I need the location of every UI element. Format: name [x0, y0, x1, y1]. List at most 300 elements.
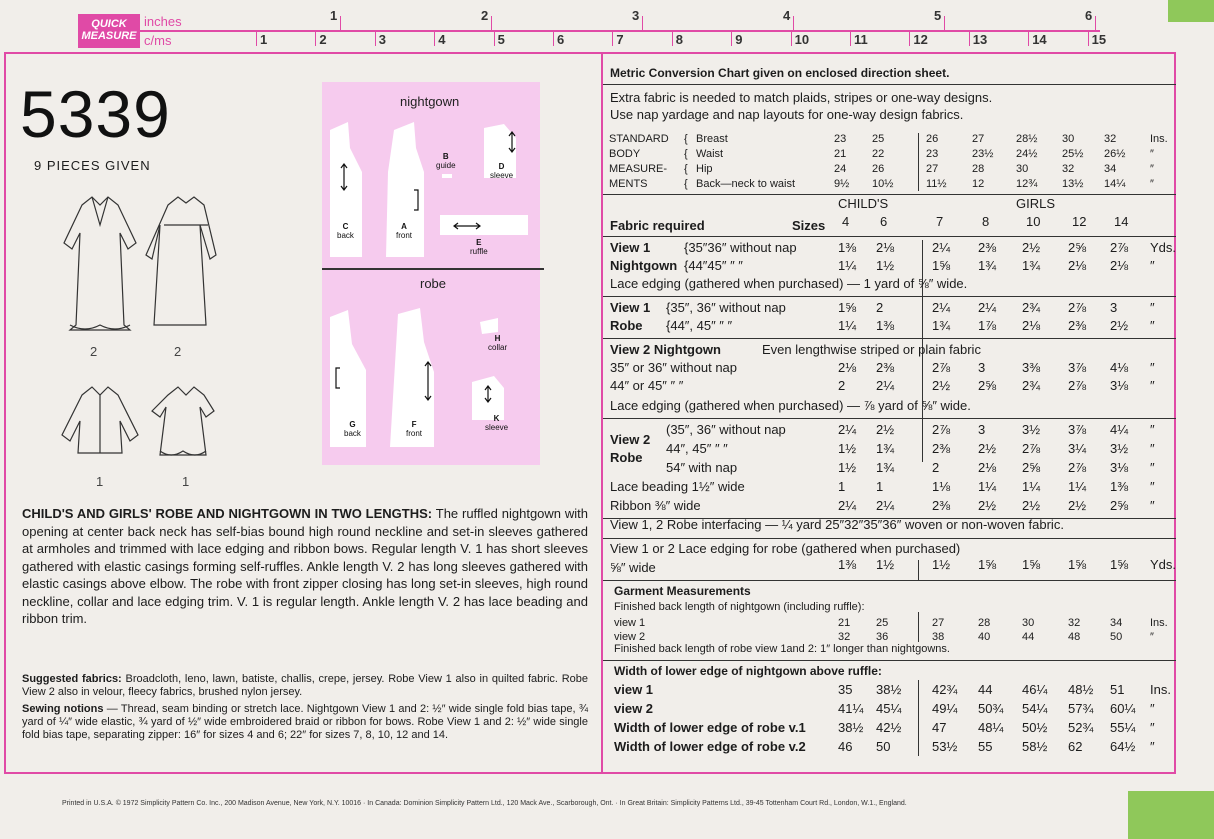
unit-label: ″	[1150, 178, 1154, 190]
measurement-value: 21	[834, 148, 847, 160]
column-divider	[601, 52, 603, 774]
width-row-label: view 2	[614, 701, 654, 716]
measurement-value: 23	[926, 148, 939, 160]
nap-note: Use nap yardage and nap layouts for one-way design fabrics.	[610, 107, 964, 122]
chart-value: 2⅞	[1068, 378, 1087, 393]
chart-value: 2⅞	[1068, 460, 1087, 475]
chart-value: 2½	[978, 441, 997, 456]
cm-tick-label: 7	[616, 32, 624, 47]
metric-note: Metric Conversion Chart given on enclosed direction sheet.	[610, 66, 950, 80]
chart-value: 1⅜	[1110, 479, 1129, 494]
cm-tick	[909, 30, 910, 46]
pieces-count: 9 PIECES GIVEN	[34, 158, 151, 173]
unit-label: Yds.	[1150, 240, 1177, 255]
chart-value: 48½	[1068, 682, 1094, 697]
chart-value: 2¼	[876, 378, 895, 393]
chart-rule	[603, 194, 1176, 195]
chart-value: 1¾	[1022, 258, 1041, 273]
chart-value: 1¾	[978, 258, 997, 273]
chart-value: 2½	[1022, 240, 1041, 255]
chart-value: 50	[1110, 631, 1123, 643]
unit-label: ″	[1150, 300, 1155, 315]
trim-row: Ribbon ⅜″ wide	[610, 498, 701, 513]
tape-bottom	[1128, 791, 1214, 839]
robe-layout-label: robe	[420, 276, 447, 291]
piece-h-label: H collar	[488, 334, 508, 352]
inch-tick	[642, 16, 643, 30]
chart-rule	[603, 580, 1176, 581]
chart-value: 32	[1068, 617, 1081, 629]
lace-edging-note: Lace edging (gathered when purchased) — ⅞ yard of ⅝″ wide.	[610, 398, 971, 413]
chart-value: 1¼	[838, 258, 857, 273]
cm-tick	[850, 30, 851, 46]
piece-k-label: K sleeve	[485, 414, 509, 432]
cm-tick-label: 11	[854, 32, 868, 47]
view-label: 1	[182, 474, 190, 489]
size-header: 7	[936, 214, 944, 229]
fabric-width: (35″, 36″ without nap	[666, 422, 786, 437]
chart-value: 51	[1110, 682, 1125, 697]
chart-value: 38	[932, 631, 945, 643]
measurement-value: 11½	[926, 178, 947, 190]
chart-value: 2⅛	[978, 460, 997, 475]
chart-value: 1⅝	[1110, 557, 1129, 572]
view-label: View 2 Nightgown	[610, 342, 721, 357]
chart-value: 27	[932, 617, 945, 629]
cm-tick-label: 4	[438, 32, 446, 47]
measurement-value: 26	[872, 163, 885, 175]
chart-value: 2⅜	[932, 498, 951, 513]
chart-value: 1¼	[1068, 479, 1087, 494]
cm-tick-label: 6	[557, 32, 565, 47]
measurement-value: 28½	[1016, 133, 1038, 145]
view-label: 1	[96, 474, 104, 489]
inch-tick	[944, 16, 945, 30]
chart-value: 1½	[932, 557, 951, 572]
unit-label: ″	[1150, 258, 1155, 273]
garment-view: view 2	[614, 631, 646, 643]
chart-value: 2⅜	[932, 441, 951, 456]
chart-value: 32	[838, 631, 851, 643]
chart-value: 64½	[1110, 739, 1136, 754]
piece-g-label: G back	[344, 420, 361, 438]
chart-value: 1⅝	[932, 258, 951, 273]
chart-value: 58½	[1022, 739, 1048, 754]
chart-value: 44	[1022, 631, 1035, 643]
chart-value: 2⅜	[876, 360, 895, 375]
fabric-required-label: Fabric required	[610, 218, 705, 233]
piece-c-label: C back	[337, 222, 354, 240]
chart-value: 1	[876, 479, 884, 494]
fabric-width: 54″ with nap	[666, 460, 738, 475]
inch-tick	[340, 16, 341, 30]
garment-view: view 1	[614, 617, 646, 629]
size-group-divider	[918, 560, 919, 580]
cm-tick-label: 9	[735, 32, 743, 47]
garment-measurements-title: Garment Measurements	[614, 584, 751, 598]
trim-row: Lace beading 1½″ wide	[610, 479, 745, 494]
childs-label: CHILD'S	[838, 196, 889, 211]
cm-tick-label: 5	[497, 32, 505, 47]
chart-value: 1⅝	[978, 557, 997, 572]
chart-value: 1⅝	[1068, 557, 1087, 572]
fabric-width: {35″, 36″ without nap	[666, 300, 786, 315]
view-label: View 2	[610, 432, 651, 447]
sizes-label: Sizes	[792, 218, 826, 233]
unit-label: ″	[1150, 498, 1155, 513]
cm-tick	[375, 30, 376, 46]
chart-value: 2	[932, 460, 940, 475]
measurement-value: 12¾	[1016, 178, 1038, 190]
body-measurements-label: MEASURE-	[609, 163, 668, 175]
chart-value: 46	[838, 739, 853, 754]
cm-tick	[731, 30, 732, 46]
chart-value: 53½	[932, 739, 958, 754]
lace-robe-note: View 1 or 2 Lace edging for robe (gathered when purchased)	[610, 541, 961, 556]
unit-label: ″	[1150, 441, 1155, 456]
unit-label: Yds.	[1150, 557, 1177, 572]
chart-rule	[603, 236, 1176, 237]
chart-value: 1½	[838, 460, 857, 475]
garment-sketches	[40, 185, 290, 495]
measurement-value: 26½	[1104, 148, 1126, 160]
inch-tick	[491, 16, 492, 30]
tape-top	[1168, 0, 1214, 22]
chart-value: 3¼	[1068, 441, 1087, 456]
chart-value: 2⅛	[1068, 258, 1087, 273]
view-sub-label: Nightgown	[610, 258, 678, 273]
cm-tick-label: 8	[675, 32, 684, 47]
chart-value: 2	[838, 378, 846, 393]
measurement-value: 28	[972, 163, 985, 175]
chart-value: 2¼	[932, 300, 951, 315]
inch-tick-label: 1	[330, 8, 338, 23]
quick-measure-ruler	[0, 0, 1124, 52]
chart-value: 45¼	[876, 701, 902, 716]
chart-value: 3½	[1110, 441, 1129, 456]
cm-tick	[969, 30, 970, 46]
chart-value: 2¼	[838, 498, 857, 513]
chart-value: 55	[978, 739, 993, 754]
sketch-nightgown-v1	[152, 387, 214, 455]
brace: {	[684, 148, 688, 160]
size-header: 14	[1114, 214, 1129, 229]
fabric-width: {44″45″ ″ ″	[684, 258, 743, 273]
piece-b-label: B guide	[436, 152, 456, 170]
chart-rule	[603, 338, 1176, 339]
chart-value: 55¼	[1110, 720, 1136, 735]
fabric-width: {35″36″ without nap	[684, 240, 797, 255]
chart-rule	[603, 296, 1176, 297]
pattern-pieces	[322, 82, 540, 465]
cm-tick-label: 1	[260, 32, 268, 47]
cm-tick-label: 13	[972, 32, 988, 47]
measurement-value: 32	[1062, 163, 1075, 175]
chart-rule	[603, 84, 1176, 85]
chart-value: 41¼	[838, 701, 864, 716]
cm-tick-label: 15	[1091, 32, 1107, 47]
chart-value: 3	[1110, 300, 1118, 315]
chart-value: 2¼	[932, 240, 951, 255]
size-header: 10	[1026, 214, 1041, 229]
chart-value: 3⅛	[1110, 378, 1129, 393]
unit-label: Ins.	[1150, 133, 1168, 145]
chart-value: 4¼	[1110, 422, 1129, 437]
unit-label: ″	[1150, 479, 1155, 494]
chart-value: 49¼	[932, 701, 958, 716]
unit-label: ″	[1150, 739, 1155, 754]
unit-label: Ins.	[1150, 617, 1168, 629]
chart-value: 46¼	[1022, 682, 1048, 697]
chart-value: 44	[978, 682, 993, 697]
chart-value: 3⅞	[1068, 422, 1087, 437]
chart-value: 1½	[876, 557, 895, 572]
chart-value: 38½	[838, 720, 864, 735]
chart-value: 1⅜	[838, 240, 857, 255]
cm-tick	[791, 30, 792, 46]
chart-value: 2½	[1110, 318, 1129, 333]
unit-label: ″	[1150, 720, 1155, 735]
measurement-value: 30	[1016, 163, 1029, 175]
body-measurements-label: MENTS	[609, 178, 648, 190]
inch-tick-label: 2	[481, 8, 489, 23]
fabric-width: ⅝″ wide	[610, 560, 656, 575]
measurement-value: 27	[972, 133, 985, 145]
unit-label: ″	[1150, 378, 1155, 393]
chart-value: 2⅝	[978, 378, 997, 393]
chart-value: 30	[1022, 617, 1035, 629]
width-row-label: view 1	[614, 682, 654, 697]
chart-value: 2⅛	[876, 240, 895, 255]
chart-value: 1¾	[876, 460, 895, 475]
cm-tick	[672, 30, 673, 46]
chart-value: 2½	[1022, 498, 1041, 513]
chart-value: 48¼	[978, 720, 1004, 735]
chart-value: 1¼	[1022, 479, 1041, 494]
chart-value: 47	[932, 720, 947, 735]
fabric-width: 44″, 45″ ″ ″	[666, 441, 728, 456]
chart-value: 2¼	[876, 498, 895, 513]
chart-value: 2⅜	[978, 240, 997, 255]
size-header: 12	[1072, 214, 1087, 229]
view-label: 2	[90, 344, 98, 359]
chart-value: 2⅞	[932, 422, 951, 437]
view-label: View 1	[610, 240, 651, 255]
chart-value: 1	[838, 479, 846, 494]
chart-value: 50½	[1022, 720, 1048, 735]
chart-value: 28	[978, 617, 991, 629]
chart-value: 40	[978, 631, 991, 643]
chart-value: 3⅜	[1022, 360, 1041, 375]
body-measurements-label: STANDARD	[609, 133, 669, 145]
chart-value: 38½	[876, 682, 902, 697]
piece-e-label: E ruffle	[470, 238, 488, 256]
unit-label: ″	[1150, 460, 1155, 475]
finished-length-note: Finished back length of nightgown (including ruffle):	[614, 601, 865, 613]
measurement-value: 25	[872, 133, 885, 145]
chart-value: 2½	[932, 378, 951, 393]
cm-tick	[494, 30, 495, 46]
chart-value: 1¼	[838, 318, 857, 333]
chart-value: 3½	[1022, 422, 1041, 437]
unit-label: ″	[1150, 422, 1155, 437]
measurement-value: 27	[926, 163, 939, 175]
chart-value: 1⅜	[876, 318, 895, 333]
width-row-label: Width of lower edge of robe v.1	[614, 720, 806, 735]
quick-measure-badge: QUICK MEASURE	[78, 14, 140, 48]
measurement-value: 23½	[972, 148, 994, 160]
inch-tick	[793, 16, 794, 30]
unit-label: ″	[1150, 701, 1155, 716]
description-heading: CHILD'S AND GIRLS' ROBE AND NIGHTGOWN IN TWO LENGTHS:	[22, 506, 433, 521]
body-measurements-label: BODY	[609, 148, 641, 160]
width-row-label: Width of lower edge of robe v.2	[614, 739, 806, 754]
chart-value: 2⅜	[1068, 318, 1087, 333]
chart-value: 2⅞	[1022, 441, 1041, 456]
unit-label: Ins.	[1150, 682, 1171, 697]
chart-value: 34	[1110, 617, 1123, 629]
copyright-line: Printed in U.S.A. © 1972 Simplicity Pattern Co. Inc., 200 Madison Avenue, New York, N.Y. 10016 · In Canada: Dominion Simplicity Pattern Ltd., 120 Mack Ave., Scarborough, Ont. · In Great Britain: Simplicity Patterns Ltd., 39-45 Tottenham Court Rd., London, W.1., England.	[62, 800, 907, 807]
chart-value: 48	[1068, 631, 1081, 643]
unit-label: ″	[1150, 631, 1154, 643]
chart-value: 21	[838, 617, 851, 629]
pattern-description	[22, 505, 588, 628]
view-sub-label: Robe	[610, 318, 643, 333]
chart-value: 1½	[838, 441, 857, 456]
chart-rule	[603, 660, 1176, 661]
chart-value: 2¼	[978, 300, 997, 315]
unit-label: ″	[1150, 163, 1154, 175]
chart-value: 60¼	[1110, 701, 1136, 716]
sewing-notions: Sewing notions — Thread, seam binding or stretch lace. Nightgown View 1 and 2: ½″ wide single fold bias tape, ¾ yard of ¼″ wide elastic, ¾ yard of ½″ wide embroidered braid or ribbon for bows. Robe View 1 and 2: ½″ wide single fold bias tape, separating zipper: 16″ for sizes 4 and 6; 22″ for sizes 7, 8, 10, 12 and 14.	[22, 703, 589, 741]
sketch-nightgown-v2a	[64, 197, 136, 330]
measurement-name: Breast	[696, 133, 728, 145]
description-body: The ruffled nightgown with opening at center back neck has self-bias bound high round neckline and set-in sleeves gathered at armholes and trimmed with lace edging and ribbon bows. Regular length V. 1 has short sleeves gathered with elastic casings forming self-ruffles. Ankle length V. 2 has long sleeves gathered with elastic casings above elbow. The robe with front zipper closing has long set-in sleeves, high round neckline, collar and lace edging trim. V. 1 is regular length. Ankle length V. 2 has lace beading and ribbon trim.	[22, 506, 588, 626]
cm-tick	[553, 30, 554, 46]
chart-value: 2⅝	[1068, 240, 1087, 255]
chart-value: 42½	[876, 720, 902, 735]
chart-value: 1¼	[978, 479, 997, 494]
size-group-divider	[918, 680, 919, 756]
fabric-width: {44″, 45″ ″ ″	[666, 318, 733, 333]
measurement-name: Waist	[696, 148, 724, 160]
inch-tick-label: 6	[1085, 8, 1093, 23]
measurement-value: 24	[834, 163, 847, 175]
measurement-value: 32	[1104, 133, 1117, 145]
chart-value: 3⅛	[1110, 460, 1129, 475]
measurement-name: Back—neck to waist	[696, 178, 796, 190]
measurement-value: 9½	[834, 178, 850, 190]
size-header: 4	[842, 214, 850, 229]
inch-tick-label: 4	[783, 8, 791, 23]
chart-value: 2⅝	[1110, 498, 1129, 513]
chart-value: 3	[978, 422, 986, 437]
chart-value: 2¾	[1022, 378, 1041, 393]
chart-value: 1⅝	[838, 300, 857, 315]
cm-tick	[434, 30, 435, 46]
measurement-name: Hip	[696, 163, 713, 175]
chart-value: 4⅛	[1110, 360, 1129, 375]
view-label: View 1	[610, 300, 651, 315]
chart-value: 1¾	[876, 441, 895, 456]
chart-value: 36	[876, 631, 889, 643]
cm-tick-label: 3	[378, 32, 387, 47]
brace: {	[684, 178, 688, 190]
chart-value: 35	[838, 682, 853, 697]
measurement-value: 22	[872, 148, 885, 160]
suggested-fabrics: Suggested fabrics: Broadcloth, leno, lawn, batiste, challis, crepe, jersey. Robe View 1 also in quilted fabric. Robe View 2 also in velour, fleecy fabrics, brushed nylon jersey.	[22, 673, 589, 698]
brace: {	[684, 133, 688, 145]
pattern-number: 5339	[20, 77, 171, 151]
measurement-value: 12	[972, 178, 985, 190]
chart-value: 2⅛	[1110, 258, 1129, 273]
unit-label: ″	[1150, 148, 1154, 160]
chart-value: 42¾	[932, 682, 958, 697]
piece-f-label: F front	[406, 420, 423, 438]
chart-value: 1⅛	[932, 479, 951, 494]
piece-d-label: D sleeve	[490, 162, 514, 180]
inches-label: inches	[144, 14, 182, 29]
measurement-value: 14¼	[1104, 178, 1126, 190]
chart-value: 1½	[876, 258, 895, 273]
chart-value: 2½	[1068, 498, 1087, 513]
cm-tick-label: 10	[794, 32, 810, 47]
unit-label: ″	[1150, 360, 1155, 375]
inch-tick-label: 3	[632, 8, 640, 23]
cm-tick	[256, 30, 257, 46]
chart-value: 2⅝	[1022, 460, 1041, 475]
cm-tick	[315, 30, 316, 46]
chart-value: 2	[876, 300, 884, 315]
chart-value: 1⅞	[978, 318, 997, 333]
measurement-value: 24½	[1016, 148, 1038, 160]
girls-label: GIRLS	[1016, 196, 1056, 211]
chart-value: 2⅞	[1110, 240, 1129, 255]
lace-edging-note: Lace edging (gathered when purchased) — 1 yard of ⅝″ wide.	[610, 276, 968, 291]
plaid-note: Extra fabric is needed to match plaids, stripes or one-way designs.	[610, 90, 993, 105]
cm-tick	[1088, 30, 1089, 46]
nightgown-note: Even lengthwise striped or plain fabric	[762, 342, 981, 357]
chart-value: 62	[1068, 739, 1083, 754]
measurement-value: 25½	[1062, 148, 1084, 160]
measurement-value: 26	[926, 133, 939, 145]
robe-length-note: Finished back length of robe view 1and 2: 1″ longer than nightgowns.	[614, 643, 950, 655]
cm-tick-label: 14	[1032, 32, 1047, 47]
width-title: Width of lower edge of nightgown above ruffle:	[614, 664, 882, 678]
nightgown-layout-label: nightgown	[400, 94, 460, 109]
chart-value: 2¼	[838, 422, 857, 437]
cms-label: c/ms	[144, 33, 172, 48]
chart-value: 57¾	[1068, 701, 1094, 716]
cm-tick	[1028, 30, 1029, 46]
sketch-nightgown-v2b	[146, 197, 216, 325]
chart-value: 2⅛	[838, 360, 857, 375]
chart-rule	[603, 418, 1176, 419]
chart-value: 54¼	[1022, 701, 1048, 716]
brace: {	[684, 163, 688, 175]
size-group-divider	[918, 612, 919, 642]
inch-tick-label: 5	[934, 8, 942, 23]
chart-value: 25	[876, 617, 889, 629]
piece-a-label: A front	[396, 222, 413, 240]
measurement-value: 10½	[872, 178, 894, 190]
chart-value: 50	[876, 739, 891, 754]
chart-value: 1⅝	[1022, 557, 1041, 572]
size-header: 8	[982, 214, 990, 229]
cm-tick	[612, 30, 613, 46]
chart-rule	[603, 538, 1176, 539]
cm-tick-label: 12	[913, 32, 928, 47]
